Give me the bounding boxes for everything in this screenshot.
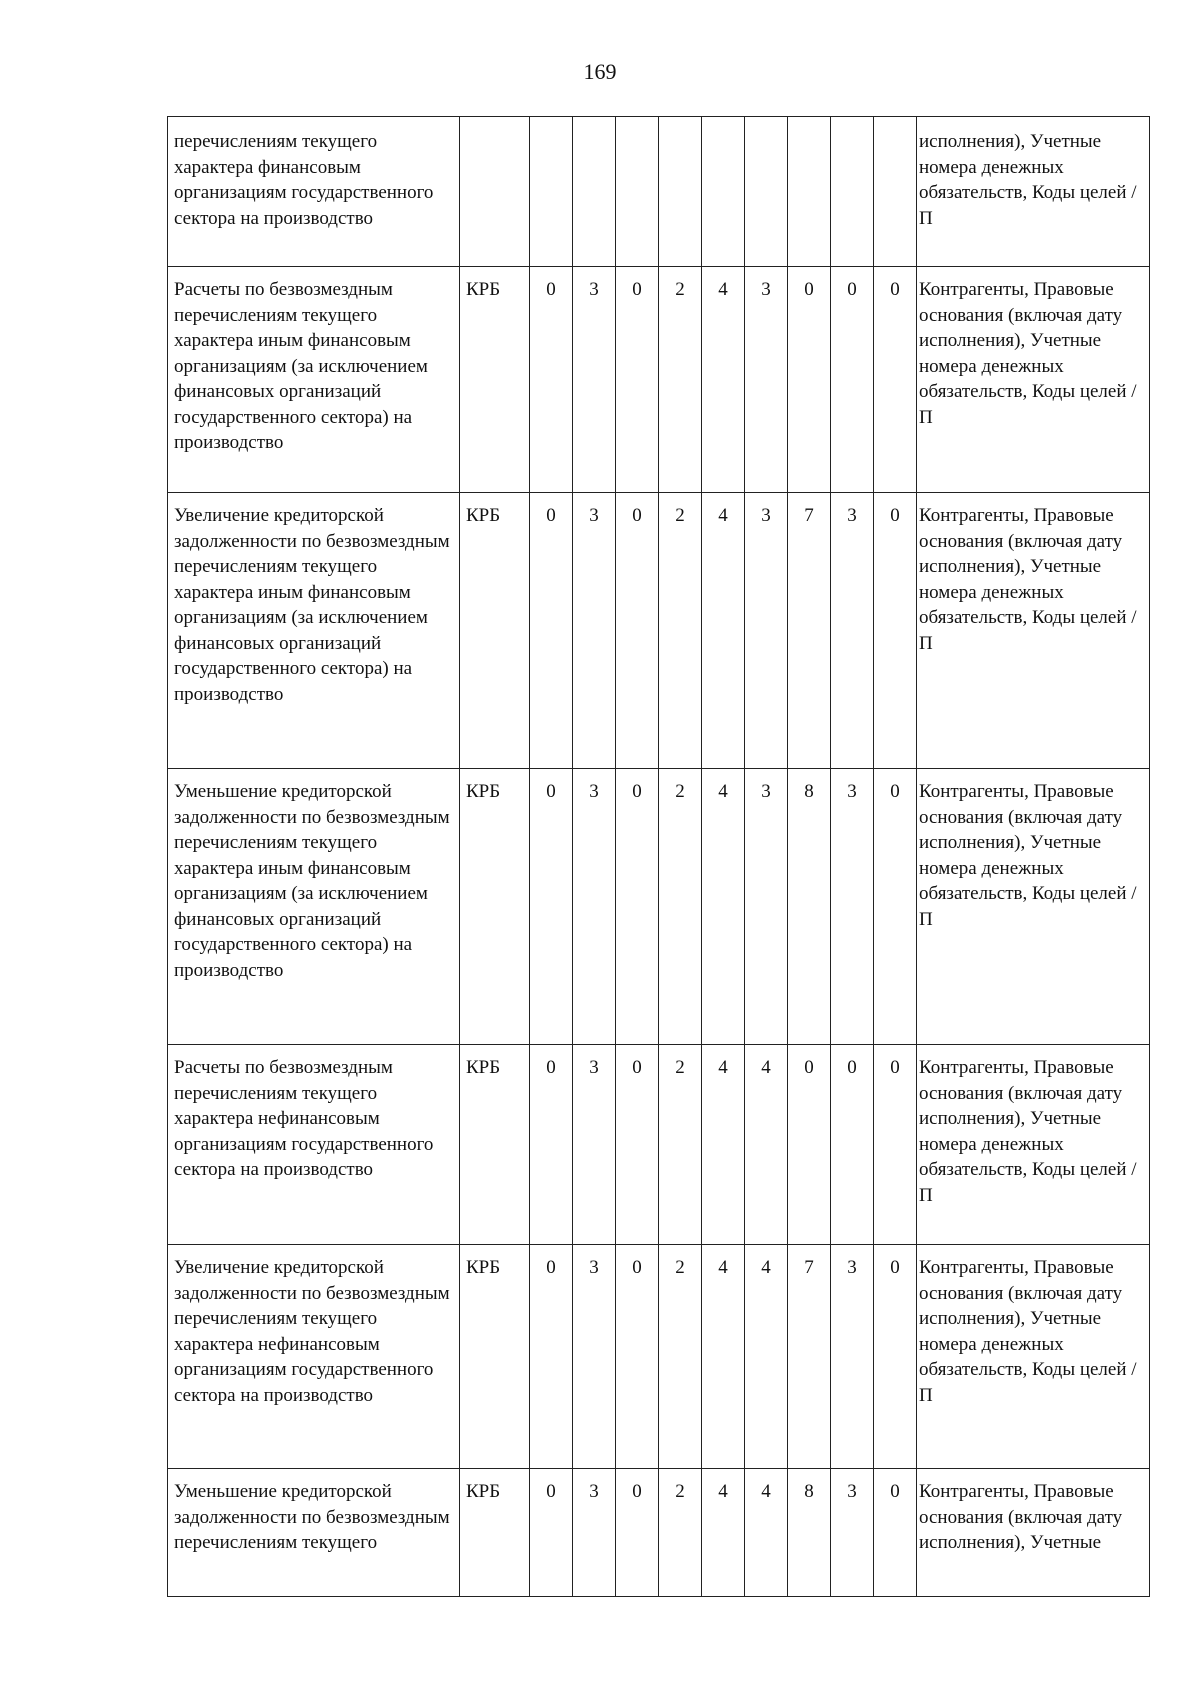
row-digit: 0: [616, 267, 659, 493]
table-row: [168, 1245, 1150, 1469]
row-digit: 0: [530, 1045, 573, 1245]
row-digit: 0: [530, 267, 573, 493]
row-digit: 4: [702, 1469, 745, 1597]
row-digit: 0: [874, 1245, 917, 1469]
row-digit: 8: [788, 1469, 831, 1597]
row-description: Уменьшение кредиторской задолженности по безвозмездным перечислениям текущего: [168, 1469, 460, 1597]
row-digit: 7: [788, 493, 831, 769]
row-digit: 3: [745, 493, 788, 769]
table-row: [168, 117, 1150, 267]
row-digit: 4: [745, 1045, 788, 1245]
row-digit: [831, 117, 874, 267]
row-digit: 0: [530, 769, 573, 1045]
row-digit: [874, 117, 917, 267]
row-digit: 3: [573, 493, 616, 769]
table-row: [168, 1469, 1150, 1597]
row-code: КРБ: [460, 267, 530, 493]
row-digit: [616, 117, 659, 267]
row-digit: 0: [616, 1469, 659, 1597]
row-digit: 0: [616, 1045, 659, 1245]
row-digit: 2: [659, 267, 702, 493]
row-description: Увеличение кредиторской задолженности по безвозмездным перечислениям текущего характера иным финансовым организациям (за исключением финансовых организаций государственного сектора) на производство: [168, 493, 460, 769]
row-digit: 4: [702, 493, 745, 769]
row-digit: 2: [659, 769, 702, 1045]
row-digit: 0: [831, 267, 874, 493]
row-digit: 0: [788, 1045, 831, 1245]
row-description: Расчеты по безвозмездным перечислениям текущего характера нефинансовым организациям государственного сектора на производство: [168, 1045, 460, 1245]
row-code: КРБ: [460, 493, 530, 769]
row-digit: 0: [874, 1045, 917, 1245]
table-row: [168, 1045, 1150, 1245]
row-description: перечислениям текущего характера финансовым организациям государственного сектора на производство: [168, 117, 460, 267]
row-digit: 0: [874, 1469, 917, 1597]
row-attributes: Контрагенты, Правовые основания (включая дату исполнения), Учетные номера денежных обязательств, Коды целей / П: [917, 769, 1150, 1045]
row-description: Расчеты по безвозмездным перечислениям текущего характера иным финансовым организациям (за исключением финансовых организаций государственного сектора) на производство: [168, 267, 460, 493]
row-digit: 0: [530, 1469, 573, 1597]
row-digit: 0: [616, 769, 659, 1045]
row-digit: 8: [788, 769, 831, 1045]
row-digit: [573, 117, 616, 267]
row-attributes: Контрагенты, Правовые основания (включая дату исполнения), Учетные номера денежных обязательств, Коды целей / П: [917, 493, 1150, 769]
row-code: КРБ: [460, 769, 530, 1045]
row-code: КРБ: [460, 1245, 530, 1469]
row-digit: 4: [745, 1245, 788, 1469]
row-digit: 3: [573, 267, 616, 493]
row-digit: 3: [831, 1245, 874, 1469]
row-digit: 4: [702, 1245, 745, 1469]
table-row: [168, 493, 1150, 769]
row-digit: 3: [573, 1469, 616, 1597]
table-row: [168, 769, 1150, 1045]
row-code: [460, 117, 530, 267]
row-digit: 4: [702, 769, 745, 1045]
row-digit: 4: [702, 267, 745, 493]
row-digit: [702, 117, 745, 267]
row-digit: 2: [659, 1469, 702, 1597]
row-attributes: Контрагенты, Правовые основания (включая дату исполнения), Учетные номера денежных обязательств, Коды целей / П: [917, 1045, 1150, 1245]
row-digit: [659, 117, 702, 267]
row-digit: [530, 117, 573, 267]
row-digit: 0: [616, 1245, 659, 1469]
row-digit: 2: [659, 1245, 702, 1469]
row-digit: 3: [573, 1245, 616, 1469]
accounts-table: [167, 116, 1150, 1597]
row-digit: 3: [745, 267, 788, 493]
row-description: Уменьшение кредиторской задолженности по безвозмездным перечислениям текущего характера иным финансовым организациям (за исключением финансовых организаций государственного сектора) на производство: [168, 769, 460, 1045]
row-digit: 4: [702, 1045, 745, 1245]
row-digit: 7: [788, 1245, 831, 1469]
row-digit: 0: [831, 1045, 874, 1245]
row-attributes: исполнения), Учетные номера денежных обязательств, Коды целей / П: [917, 117, 1150, 267]
row-digit: 0: [874, 267, 917, 493]
row-digit: 0: [530, 1245, 573, 1469]
row-digit: 3: [831, 1469, 874, 1597]
table-body: [168, 117, 1150, 1597]
row-digit: 3: [831, 493, 874, 769]
row-attributes: Контрагенты, Правовые основания (включая дату исполнения), Учетные номера денежных обязательств, Коды целей / П: [917, 267, 1150, 493]
row-digit: [745, 117, 788, 267]
row-digit: 3: [831, 769, 874, 1045]
row-digit: 0: [616, 493, 659, 769]
row-attributes: Контрагенты, Правовые основания (включая дату исполнения), Учетные: [917, 1469, 1150, 1597]
row-digit: 0: [874, 493, 917, 769]
row-digit: 2: [659, 493, 702, 769]
row-digit: 4: [745, 1469, 788, 1597]
row-code: КРБ: [460, 1469, 530, 1597]
row-code: КРБ: [460, 1045, 530, 1245]
row-digit: 0: [530, 493, 573, 769]
row-digit: 3: [573, 1045, 616, 1245]
row-attributes: Контрагенты, Правовые основания (включая дату исполнения), Учетные номера денежных обязательств, Коды целей / П: [917, 1245, 1150, 1469]
row-digit: [788, 117, 831, 267]
row-digit: 3: [573, 769, 616, 1045]
row-digit: 3: [745, 769, 788, 1045]
row-digit: 2: [659, 1045, 702, 1245]
row-digit: 0: [874, 769, 917, 1045]
row-digit: 0: [788, 267, 831, 493]
page-number: 169: [583, 59, 617, 84]
table-row: [168, 267, 1150, 493]
row-description: Увеличение кредиторской задолженности по безвозмездным перечислениям текущего характера нефинансовым организациям государственного сектора на производство: [168, 1245, 460, 1469]
